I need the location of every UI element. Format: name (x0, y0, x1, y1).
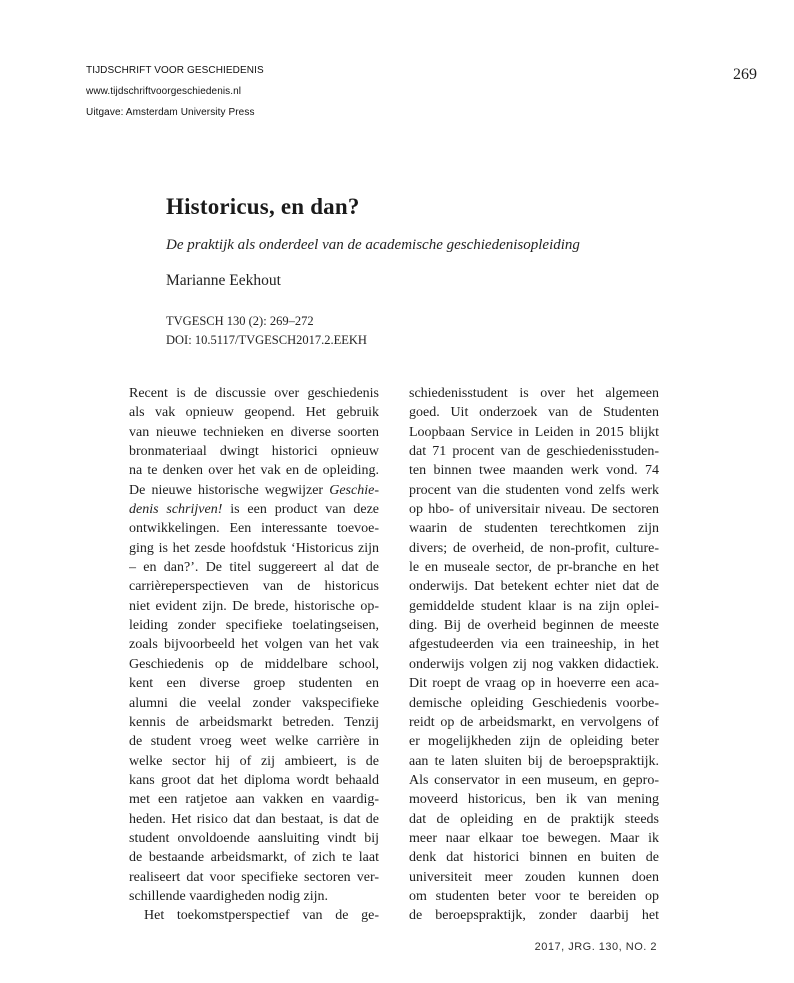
text-line: De nieuwe historische wegwijzer Geschie- (129, 482, 379, 498)
text-line: denk dat historici binnen en buiten de (409, 850, 659, 866)
page-footer: 2017, JRG. 130, NO. 2 (534, 941, 657, 953)
text-line: Loopbaan Service in Leiden in 2015 blijkt (409, 424, 659, 440)
text-line: de bestaande arbeidsmarkt, of zich te laat (129, 850, 379, 866)
masthead (86, 60, 264, 123)
citation-block (166, 312, 367, 350)
text-line: demische opleiding Geschiedenis voorbe- (409, 695, 659, 711)
text-line: als vak opnieuw geopend. Het gebruik (129, 405, 379, 421)
text-line: bronmateriaal dwingt historici opnieuw (129, 444, 379, 460)
text-line: aan te laten sluiten bij de beroepspraktijk. (409, 753, 659, 769)
text-line: de beroepspraktijk, zonder daarbij het (409, 908, 659, 924)
text-line: ten binnen twee maanden werk vond. 74 (409, 463, 659, 479)
text-line: na te denken over het vak en de opleiding. (129, 463, 379, 479)
text-line: zoals bijvoorbeeld het volgen van het vak (129, 637, 379, 653)
text-line: niet evident zijn. De brede, historische op- (129, 598, 379, 614)
text-line: goed. Uit onderzoek van de Studenten (409, 405, 659, 421)
text-line: reidt op de arbeidsmarkt, en vervolgens of (409, 714, 659, 730)
text-line: afgestudeerden via een traineeship, in het (409, 637, 659, 653)
text-line: van nieuwe technieken en diverse soorten (129, 424, 379, 440)
text-line: leiding zonder specifieke toelatingseisen, (129, 618, 379, 634)
body-column-right (409, 384, 659, 926)
page-number: 269 (733, 66, 757, 83)
text-line: ontwikkelingen. Een interessante toevoe- (129, 521, 379, 537)
text-line: schillende vaardigheden nodig zijn. (129, 888, 329, 904)
text-line: kent een diverse groep studenten en (129, 676, 379, 692)
text-line: welke sector hij of zij ambieert, is de (129, 753, 379, 769)
journal-publisher: Uitgave: Amsterdam University Press (86, 107, 255, 118)
text-line: procent van die studenten vond zelfs werk (409, 482, 659, 498)
text-line: Als conservator in een museum, en gepro- (409, 772, 659, 788)
text-line: student onvoldoende aansluiting vindt bij (129, 830, 379, 846)
text-line: le en museale sector, de pr-branche en het (409, 560, 659, 576)
text-line: dat 71 procent van de geschiedenisstuden- (409, 444, 659, 460)
text-line: universiteit meer zouden kunnen doen (409, 869, 659, 885)
article-doi: DOI: 10.5117/TVGESCH2017.2.EEKH (166, 333, 367, 347)
text-line: carrièreperspectieven van de historicus (129, 579, 379, 595)
text-line: realiseert dat voor specifieke sectoren ver- (129, 869, 379, 885)
text-line: gemiddelde student klaar is na zijn oplei- (409, 598, 659, 614)
text-line: – en dan?’. De titel suggereert al dat de (129, 560, 379, 576)
text-line: waarin de studenten terechtkomen zijn (409, 521, 659, 537)
text-line: kans groot dat het diploma wordt behaald (129, 772, 379, 788)
article-subtitle: De praktijk als onderdeel van de academische geschiedenisopleiding (166, 237, 580, 253)
text-line: Het toekomstperspectief van de ge- (144, 908, 379, 924)
text-line: de student vroeg weet welke carrière in (129, 734, 379, 750)
text-line: alumni die veelal zonder vakspecifieke (129, 695, 379, 711)
journal-website: www.tijdschriftvoorgeschiedenis.nl (86, 86, 242, 97)
text-line: ding. Bij de overheid beginnen de meeste (409, 618, 659, 634)
text-line: Dit roept de vraag op in hoeverre een aca- (409, 676, 659, 692)
article-title: Historicus, en dan? (166, 194, 360, 219)
text-line: meer naar elkaar toe bewegen. Maar ik (409, 830, 659, 846)
text-line: dat de opleiding en de praktijk steeds (409, 811, 659, 827)
text-line: divers; de overheid, de non-profit, culture- (409, 540, 659, 556)
text-line: Geschiedenis op de middelbare school, (129, 656, 379, 672)
body-column-left (129, 384, 379, 926)
text-line: schiedenisstudent is over het algemeen (409, 386, 659, 401)
text-line: moveerd historicus, ben ik van mening (409, 792, 659, 808)
journal-name: TIJDSCHRIFT VOOR GESCHIEDENIS (86, 65, 264, 76)
text-line: om studenten beter voor te bereiden op (409, 888, 659, 904)
text-line: kennis de arbeidsmarkt betreden. Tenzij (129, 714, 379, 730)
article-citation: TVGESCH 130 (2): 269–272 (166, 314, 314, 328)
text-line: ging is het zesde hoofdstuk ‘Historicus zijn (129, 540, 379, 556)
text-line: onderwijs. Dat betekent echter niet dat de (409, 579, 659, 595)
text-line: met een ratjetoe aan vakken en vaardig- (129, 792, 379, 808)
text-line: er mogelijkheden zijn de opleiding beter (409, 734, 659, 750)
article-author: Marianne Eekhout (166, 272, 281, 289)
text-line: Recent is de discussie over geschiedenis (129, 386, 379, 401)
text-line: heden. Het risico dat dan bestaat, is dat de (129, 811, 379, 827)
text-line: denis schrijven! is een product van deze (129, 502, 379, 518)
text-line: op hbo- of universitair niveau. De sectoren (409, 502, 659, 518)
text-line: onderwijs volgen zij nog vakken didactiek. (409, 656, 659, 672)
